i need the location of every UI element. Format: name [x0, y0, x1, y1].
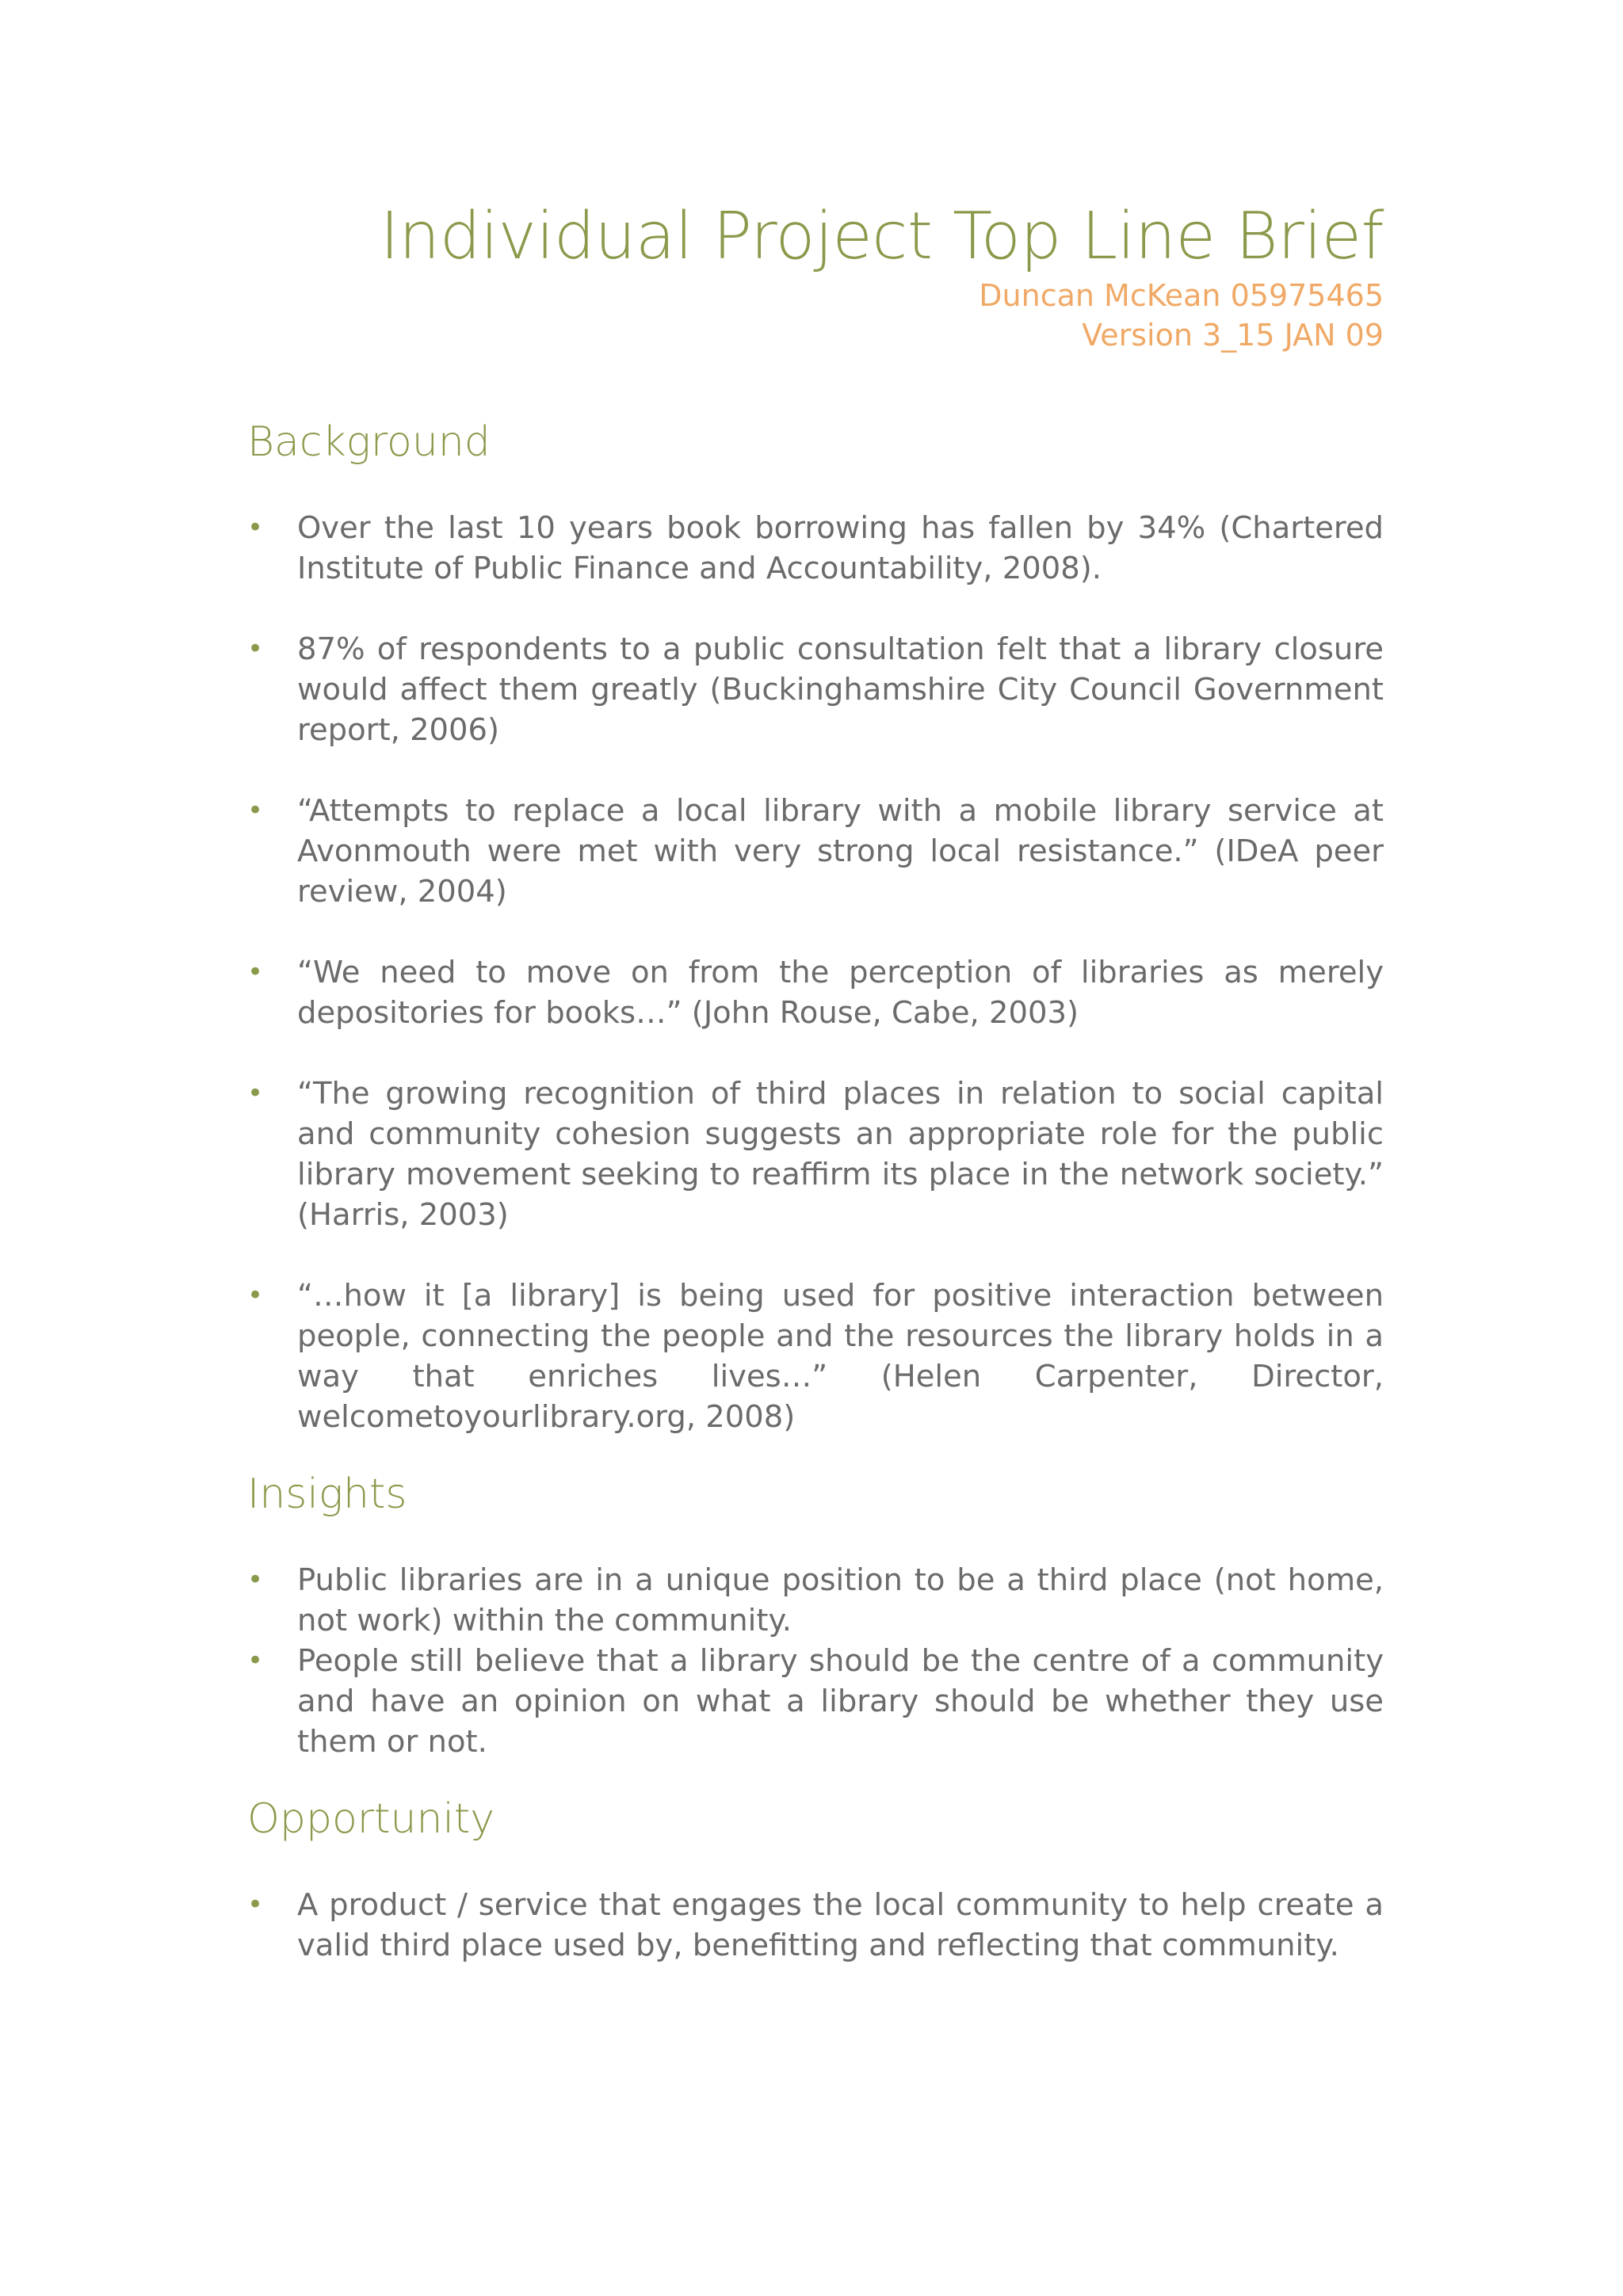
list-item-text: 87% of respondents to a public consultation felt that a library closure would affect them greatly (Buckinghamshire City Council Government report, 2006) — [297, 631, 1384, 749]
list-item — [247, 791, 1384, 912]
bullet-icon: • — [247, 795, 264, 827]
background-heading: Background — [247, 418, 491, 467]
bullet-icon: • — [247, 1645, 264, 1677]
list-item — [247, 1885, 1384, 1966]
list-item-text: Public libraries are in a unique position to be a third place (not home, not work) within the community. — [297, 1562, 1384, 1639]
document-header — [247, 198, 1384, 355]
bullet-icon: • — [247, 512, 264, 544]
author-line: Duncan McKean 05975465 — [979, 278, 1384, 314]
bullet-icon: • — [247, 1889, 264, 1921]
list-item-text: “Attempts to replace a local library with a mobile library service at Avonmouth were met with very strong local resistance.” (IDeA peer review, 2004) — [297, 793, 1384, 910]
opportunity-list — [247, 1885, 1384, 1966]
background-list — [247, 508, 1384, 1437]
list-item-text: People still believe that a library should be the centre of a community and have an opinion on what a library should be whether they use them or not. — [297, 1643, 1384, 1760]
list-item — [247, 508, 1384, 589]
list-item — [247, 1276, 1384, 1437]
list-item — [247, 1074, 1384, 1235]
bullet-icon: • — [247, 1280, 264, 1312]
bullet-icon: • — [247, 956, 264, 989]
insights-list — [247, 1560, 1384, 1762]
list-item-text: A product / service that engages the local community to help create a valid third place used by, benefitting and reflecting that community. — [297, 1887, 1384, 1964]
bullet-icon: • — [247, 1564, 264, 1596]
list-item — [247, 629, 1384, 750]
bullet-icon: • — [247, 1077, 264, 1110]
document-page — [247, 198, 1384, 1966]
list-item-text: “…how it [a library] is being used for positive interaction between people, connecting the people and the resources the library holds in a way that enriches lives…” (Helen Carpenter, Director, welcometoyourlibrary.org, 2008) — [297, 1278, 1384, 1436]
version-line: Version 3_15 JAN 09 — [1082, 318, 1384, 353]
bullet-icon: • — [247, 633, 264, 666]
document-title: Individual Project Top Line Brief — [380, 199, 1384, 274]
list-item-text: Over the last 10 years book borrowing has fallen by 34% (Chartered Institute of Public Finance and Accountability, 2008). — [297, 510, 1384, 587]
list-item — [247, 1560, 1384, 1641]
list-item — [247, 952, 1384, 1033]
list-item-text: “We need to move on from the perception of libraries as merely depositories for books…” (John Rouse, Cabe, 2003) — [297, 955, 1384, 1032]
opportunity-heading: Opportunity — [247, 1795, 495, 1844]
list-item — [247, 1641, 1384, 1762]
list-item-text: “The growing recognition of third places in relation to social capital and community cohesion suggests an appropriate role for the public library movement seeking to reaffirm its place in the network society.” (Harris, 2003) — [297, 1076, 1384, 1234]
insights-heading: Insights — [247, 1470, 407, 1519]
